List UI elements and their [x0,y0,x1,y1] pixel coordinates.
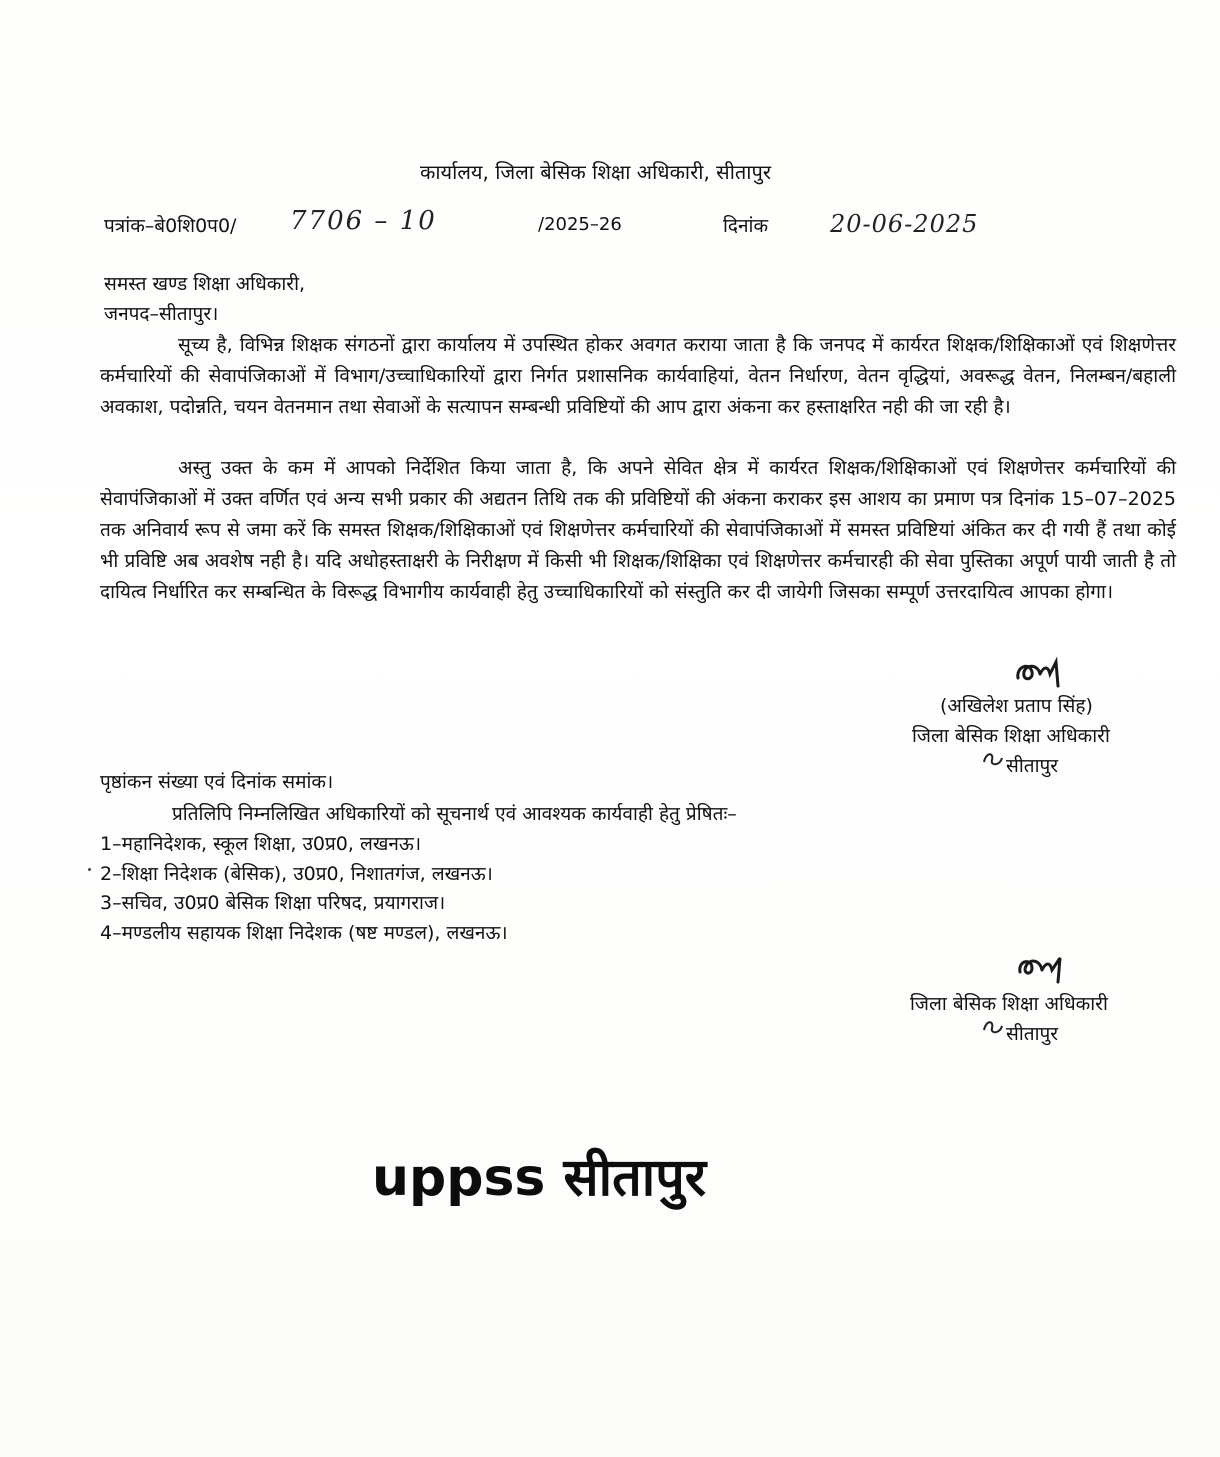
signatory-place: सीतापुर [1006,755,1059,777]
recipient-item: 2–शिक्षा निदेशक (बेसिक), उ0प्र0, निशातगंज, लखनऊ। [100,863,493,885]
signature-scribble-icon [1012,656,1072,692]
initial-mark-icon [980,748,1008,772]
date-label: दिनांक [723,215,769,237]
watermark-text: uppss सीतापुर [372,1148,707,1208]
signatory-title: जिला बेसिक शिक्षा अधिकारी [912,725,1110,747]
signatory-name: (अखिलेश प्रताप सिंह) [940,695,1093,717]
body-paragraph-2: अस्तु उक्त के कम में आपको निर्देशित किया जाता है, कि अपने सेवित क्षेत्र में कार्यरत शिक्षक/शिक्षिकाओं एवं शिक्षणेत्तर कर्मचारियों की सेवापंजिकाओं में उक्त वर्णित एवं अन्य सभी प्रकार की अद्यतन तिथि तक की प्रविष्टियों की अंकना कराकर इस आशय का प्रमाण पत्र दिनांक 15–07–2025 तक अनिवार्य रूप से जमा करें कि समस्त शिक्षक/शिक्षिकाओं एवं शिक्षणेत्तर कर्मचारियों की सेवापंजिकाओं में समस्त प्रविष्टियां अंकित कर दी गयी हैं तथा कोई भी प्रविष्टि अब अवशेष नही है। यदि अधोहस्ताक्षरी के निरीक्षण में किसी भी शिक्षक/शिक्षिका एवं शिक्षणेत्तर कर्मचारही की सेवा पुस्तिका अपूर्ण पायी जाती है तो दायित्व निर्धारित कर सम्बन्धित के विरूद्ध विभागीय कार्यवाही हेतु उच्चाधिकारियों को संस्तुति कर दी जायेगी जिसका सम्पूर्ण उत्तरदायित्व आपका होगा। [100,457,1176,603]
body-paragraph-1: सूच्य है, विभिन्न शिक्षक संगठनों द्वारा कार्यालय में उपस्थित होकर अवगत कराया जाता है कि जनपद में कार्यरत शिक्षक/शिक्षिकाओं एवं शिक्षणेत्तर कर्मचारियों की सेवापंजिकाओं में विभाग/उच्चाधिकारियों द्वारा निर्गत प्रशासनिक कार्यवाहियां, वेतन निर्धारण, वेतन वृद्धियां, अवरूद्ध वेतन, निलम्बन/बहाली अवकाश, पदोन्नति, चयन वेतनमान तथा सेवाओं के सत्यापन सम्बन्धी प्रविष्टियों की आप द्वारा अंकना कर हस्ताक्षरित नही की जा रही है। [100,334,1176,418]
addressee-line-2: जनपद–सीतापुर। [104,303,219,325]
reference-number-handwritten: 7706 – 10 [290,206,437,236]
endorsement-line: पृष्ठांकन संख्या एवं दिनांक समांक। [100,771,334,793]
recipient-item: 1–महानिदेशक, स्कूल शिक्षा, उ0प्र0, लखनऊ। [100,833,422,855]
reference-prefix: पत्रांक–बे0शि0प0/ [104,215,237,237]
stray-dot [88,868,91,871]
recipient-item: 3–सचिव, उ0प्र0 बेसिक शिक्षा परिषद, प्रयागराज। [100,892,446,914]
signature-scribble-icon [1016,950,1072,986]
office-title: कार्यालय, जिला बेसिक शिक्षा अधिकारी, सीतापुर [420,160,772,184]
initial-mark-icon [980,1016,1008,1040]
signatory-place-2: सीतापुर [1006,1023,1059,1045]
reference-year: /2025–26 [538,214,622,235]
copy-to-line: प्रतिलिपि निम्नलिखित अधिकारियों को सूचनार्थ एवं आवश्यक कार्यवाही हेतु प्रेषितः– [172,803,737,825]
signatory-title-2: जिला बेसिक शिक्षा अधिकारी [910,993,1108,1015]
date-handwritten: 20-06-2025 [830,210,979,238]
addressee-line-1: समस्त खण्ड शिक्षा अधिकारी, [104,273,306,295]
recipient-item: 4–मण्डलीय सहायक शिक्षा निदेशक (षष्ट मण्डल), लखनऊ। [100,922,508,944]
